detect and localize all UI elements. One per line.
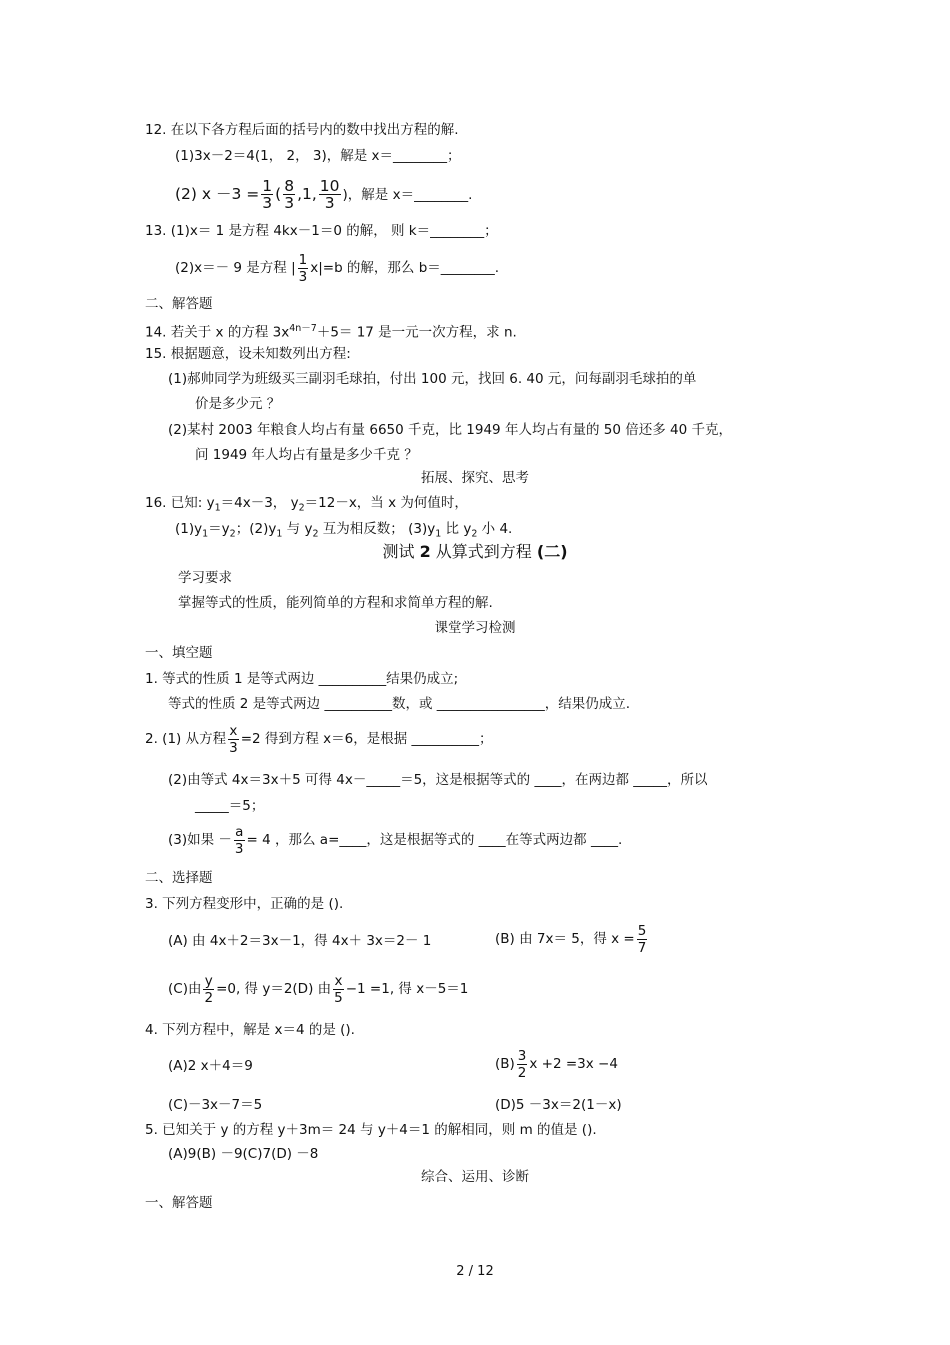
q3-options-c-d: (C)由 $\frac{y}{2}$ =0, 得 y＝2(D) 由 $\frac{x}{5}$ −1 =1, 得 x－5＝1 [168, 972, 469, 1006]
q12-part1: (1)3x－2＝4(1， 2， 3)，解是 x＝________； [175, 148, 461, 164]
q2-part3: (3)如果 － $\frac{a}{3}$ = 4 ，那么 a=____，这是根据等式的 ____在等式两边都 ____. [168, 823, 623, 857]
fraction: $\frac{10}{3}$ [319, 177, 340, 212]
study-requirement-heading: 学习要求 [178, 570, 232, 586]
q1-line2: 等式的性质 2 是等式两边 __________数，或 ________________，结果仍成立. [168, 696, 631, 712]
q14: 14. 若关于 x 的方程 $3x^{4n-7}+5= 17$ 是一元一次方程，求 n. [145, 323, 517, 341]
q4-option-a: (A)2 x＋4＝9 [168, 1058, 253, 1074]
q12-part2: (2) x －3 = $\frac{1}{3}$ ( $\frac{8}{3}$ ,1, $\frac{10}{3}$ )，解是 x＝________. [175, 177, 473, 212]
fraction: $\frac{8}{3}$ [284, 177, 295, 212]
q2-part2-line2: _____＝5； [195, 798, 265, 814]
section-heading: 一、解答题 [145, 1195, 213, 1211]
q15-part2-line1: (2)某村 2003 年粮食人均占有量 6650 千克，比 1949 年人均占有量的 50 倍还多 40 千克， [168, 422, 732, 438]
q13-part1: 13. (1)x＝ 1 是方程 4kx－1＝0 的解， 则 k＝________； [145, 223, 498, 239]
q15-part1-line1: (1)郝帅同学为班级买三副羽毛球拍，付出 100 元，找回 6. 40 元，问每副羽毛球拍的单 [168, 371, 697, 387]
class-test-heading: 课堂学习检测 [434, 620, 516, 636]
q2-part2-line1: (2)由等式 4x＝3x＋5 可得 4x－_____＝5，这是根据等式的 ____，在两边都 _____，所以 [168, 772, 708, 788]
study-requirement-text: 掌握等式的性质，能列简单的方程和求简单方程的解. [178, 595, 493, 611]
q4-stem: 4. 下列方程中，解是 x＝4 的是 (). [145, 1022, 355, 1038]
q3-stem: 3. 下列方程变形中，正确的是 (). [145, 896, 344, 912]
q16-stem: 16. 已知: $y_1=4x-3$， $y_2=12-x$，当 x 为何值时， [145, 495, 468, 514]
page-number: 2 / 12 [456, 1264, 494, 1279]
test2-title: 测试 2 从算式到方程 (二) [382, 542, 568, 561]
fraction: $\frac{x}{5}$ [334, 972, 343, 1006]
section-heading: 二、解答题 [145, 296, 213, 312]
q4-option-d: (D)5 －3x＝2(1－x) [495, 1097, 622, 1113]
q12-stem: 12. 在以下各方程后面的括号内的数中找出方程的解. [145, 122, 459, 138]
q16-parts: $(1)y_1=y_2$；$(2)y_1$ 与 $y_2$ 互为相反数； $(3)y_1$ 比 $y_2$ 小 4. [175, 521, 513, 540]
q3-option-a: (A) 由 4x＋2＝3x－1，得 4x＋ 3x＝2－ 1 [168, 933, 432, 949]
q2-part1: 2. (1) 从方程 $\frac{x}{3}$ =2 得到方程 x＝6，是根据 __________； [145, 722, 493, 756]
q4-option-c: (C)－3x－7＝5 [168, 1097, 263, 1113]
comprehensive-heading: 综合、运用、诊断 [421, 1169, 529, 1185]
extension-heading: 拓展、探究、思考 [421, 470, 529, 486]
q13-part2: (2)x＝－ 9 是方程 | $\frac{1}{3}$ x|=b 的解，那么 b＝________. [175, 251, 500, 285]
q5-stem: 5. 已知关于 y 的方程 y＋3m＝ 24 与 y＋4＝1 的解相同，则 m 的值是 (). [145, 1122, 597, 1138]
fraction: $\frac{1}{3}$ [298, 251, 308, 285]
fraction: $\frac{a}{3}$ [234, 823, 244, 857]
q15-part2-line2: 问 1949 年人均占有量是多少千克 ？ [195, 447, 418, 463]
section-heading: 二、选择题 [145, 870, 213, 886]
fraction: $\frac{5}{7}$ [637, 922, 647, 956]
q3-option-b: (B) 由 7x＝ 5，得 x = $\frac{5}{7}$ [495, 922, 647, 956]
q15-part1-line2: 价是多少元 ？ [195, 396, 281, 412]
q5-options: (A)9(B) －9(C)7(D) －8 [168, 1146, 319, 1162]
fraction: $\frac{x}{3}$ [229, 722, 238, 756]
q15-stem: 15. 根据题意，设未知数列出方程: [145, 346, 351, 362]
q1-line1: 1. 等式的性质 1 是等式两边 __________结果仍成立; [145, 671, 459, 687]
q4-option-b: (B) $\frac{3}{2}$ x +2 =3x −4 [495, 1047, 618, 1081]
fraction: $\frac{y}{2}$ [204, 972, 214, 1006]
section-heading: 一、填空题 [145, 645, 213, 661]
fraction: $\frac{3}{2}$ [517, 1047, 527, 1081]
fraction: $\frac{1}{3}$ [262, 177, 273, 212]
